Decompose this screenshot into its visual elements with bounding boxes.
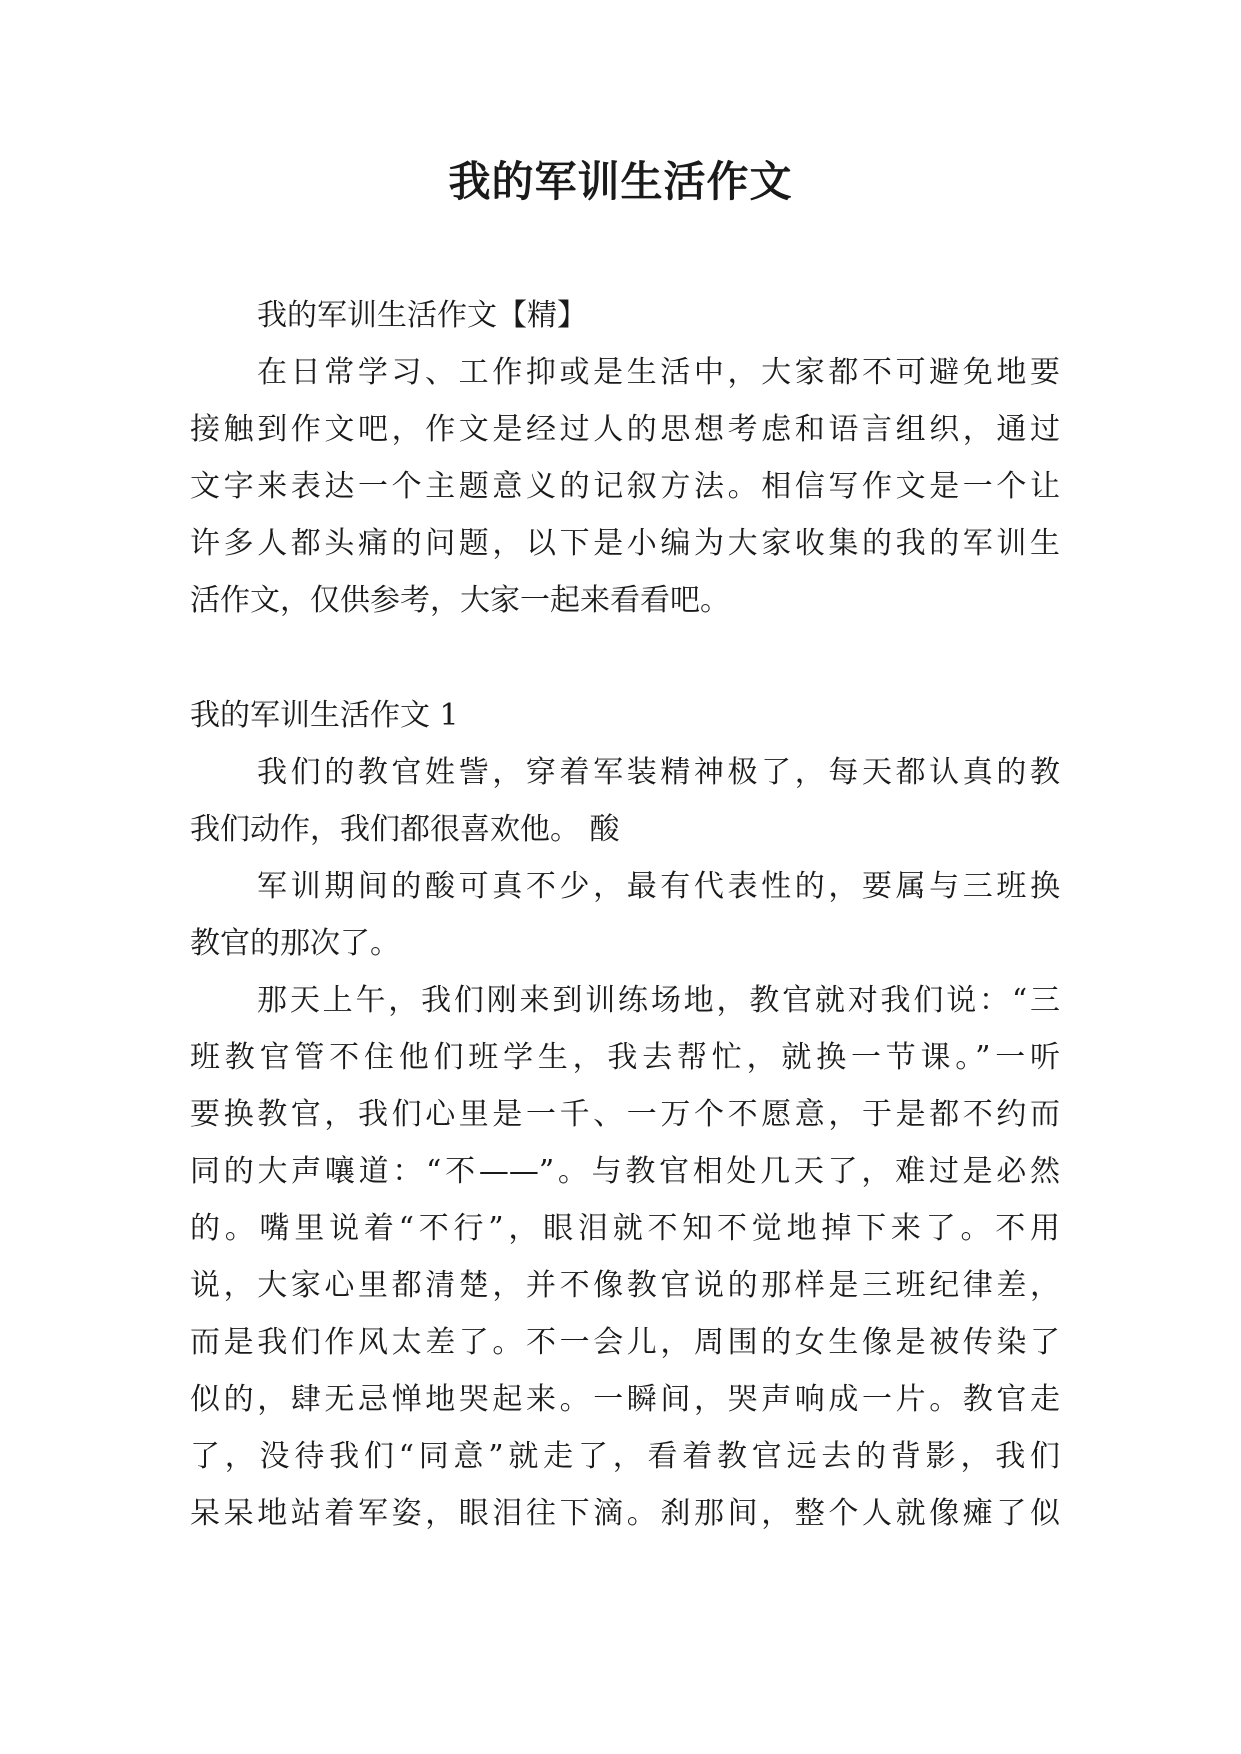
- subtitle-line: 我的军训生活作文【精】: [257, 298, 587, 333]
- paragraph-line: 在日常学习、工作抑或是生活中，大家都不可避免地要: [257, 355, 1060, 390]
- paragraph-line: 文字来表达一个主题意义的记叙方法。相信写作文是一个让: [190, 469, 1060, 504]
- paragraph-line: 了，没待我们“同意”就走了，看着教官远去的背影，我们: [190, 1439, 1060, 1474]
- paragraph-line: 接触到作文吧，作文是经过人的思想考虑和语言组织，通过: [190, 412, 1060, 447]
- paragraph-line: 我们动作，我们都很喜欢他。 酸: [190, 812, 620, 847]
- paragraph-line: 说，大家心里都清楚，并不像教官说的那样是三班纪律差，: [190, 1268, 1060, 1303]
- paragraph-line: 许多人都头痛的问题，以下是小编为大家收集的我的军训生: [190, 526, 1060, 561]
- paragraph-line: 的。嘴里说着“不行”，眼泪就不知不觉地掉下来了。不用: [190, 1211, 1060, 1246]
- paragraph-line: 那天上午，我们刚来到训练场地，教官就对我们说：“三: [257, 983, 1060, 1018]
- document-title: 我的军训生活作文: [448, 157, 793, 206]
- paragraph-line: 呆呆地站着军姿，眼泪往下滴。刹那间，整个人就像瘫了似: [190, 1496, 1060, 1531]
- paragraph-line: 我们的教官姓訾，穿着军装精神极了，每天都认真的教: [257, 755, 1060, 790]
- paragraph-line: 军训期间的酸可真不少，最有代表性的，要属与三班换: [257, 869, 1060, 904]
- paragraph-line: 教官的那次了。: [190, 926, 400, 961]
- paragraph-line: 同的大声嚷道：“不——”。与教官相处几天了，难过是必然: [190, 1154, 1060, 1189]
- paragraph-line: 要换教官，我们心里是一千、一万个不愿意，于是都不约而: [190, 1097, 1060, 1132]
- paragraph-line: 而是我们作风太差了。不一会儿，周围的女生像是被传染了: [190, 1325, 1060, 1360]
- section-heading: 我的军训生活作文 1: [190, 698, 459, 733]
- paragraph-line: 活作文，仅供参考，大家一起来看看吧。: [190, 583, 730, 618]
- paragraph-line: 似的，肆无忌惮地哭起来。一瞬间，哭声响成一片。教官走: [190, 1382, 1060, 1417]
- paragraph-line: 班教官管不住他们班学生，我去帮忙，就换一节课。”一听: [190, 1040, 1060, 1075]
